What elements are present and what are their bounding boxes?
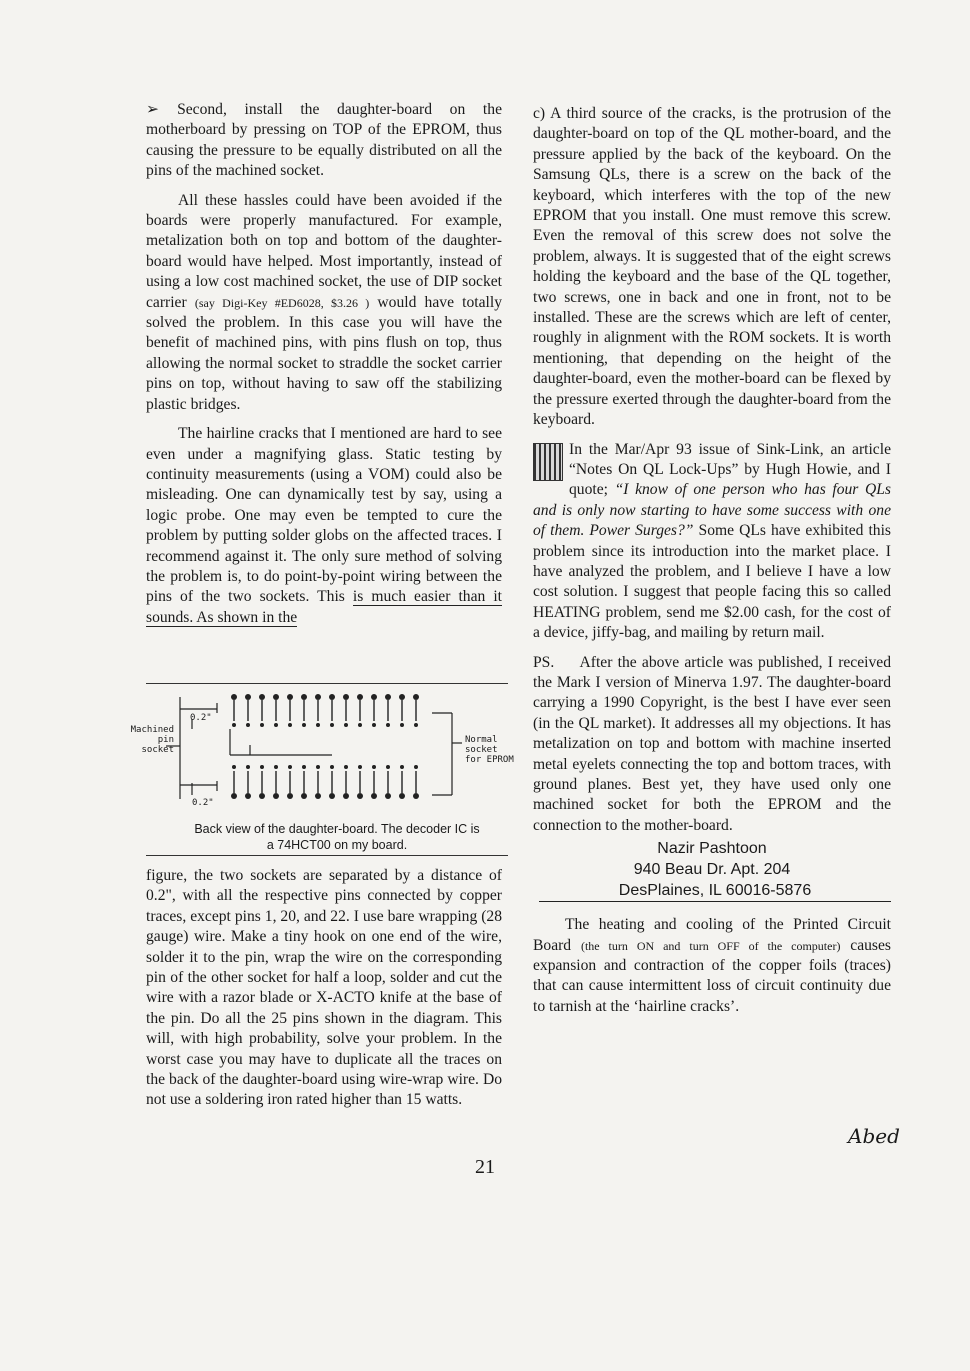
dropcap-ornament: [533, 443, 563, 481]
pin-top-inner: [414, 723, 418, 727]
author-address-line1: 940 Beau Dr. Apt. 204: [633, 861, 791, 879]
paragraph-sink-link: In the Mar/Apr 93 issue of Sink-Link, an article “Notes On QL Lock-Ups” by Hugh Howie, and I quote; “I know of one person who has four QLs and is only now starting to have some success with one of them. Power Surges?” Some QLs have exhibited this problem since its introduction into the market place. I have analyzed the problem, and I believe I have a low cost solution. I suggest that people facing this so called HEATING problem, send me $2.00 cash, for the cost of a device, jiffy-bag, and mailing by return mail.: [533, 440, 891, 642]
pin-bottom: [301, 793, 307, 799]
pin-top: [245, 694, 251, 700]
pin-bottom: [287, 793, 293, 799]
pin-bottom-inner: [246, 765, 250, 769]
dimension-label-top: 0.2": [190, 713, 212, 723]
author-address-line2: DesPlaines, IL 60016-5876: [539, 880, 891, 902]
author-name: Nazir Pashtoon: [657, 840, 767, 858]
pin-top-inner: [316, 723, 320, 727]
pin-bottom-inner: [400, 765, 404, 769]
pin-bottom-inner: [274, 765, 278, 769]
handwritten-signature: Abed: [848, 1124, 900, 1148]
pin-top-inner: [288, 723, 292, 727]
pin-bottom: [371, 793, 377, 799]
pin-top-inner: [344, 723, 348, 727]
pin-top: [287, 694, 293, 700]
pin-top: [273, 694, 279, 700]
page-number: 21: [475, 1156, 495, 1178]
pin-top-inner: [302, 723, 306, 727]
bottom-pin-row: [231, 765, 419, 799]
pin-top: [371, 694, 377, 700]
pin-bottom-inner: [372, 765, 376, 769]
pin-top: [259, 694, 265, 700]
pin-top-inner: [232, 723, 236, 727]
pin-bottom-inner: [302, 765, 306, 769]
pin-top-inner: [386, 723, 390, 727]
pin-bottom: [245, 793, 251, 799]
left-column-top: [146, 100, 502, 628]
pin-bottom: [231, 793, 237, 799]
socket-diagram: [122, 683, 522, 823]
right-column: [533, 104, 891, 1017]
paragraph-third-source: c) A third source of the cracks, is the protrusion of the daughter-board on top of the QL mother-board, and the pressure applied by the back of the keyboard. On the Samsung QLs, there is a screw on the back of the keyboard, which interferes with the top of the new EPROM that you install. One must remove this screw. Even the removal of this screw does not solve the problem, always. It is suggested that of the eight screws holding the keyboard and the base of the QL together, two screws, one in back and one in front, not to be installed. These are the screws which are left of center, roughly in alignment with the ROM sockets. It is worth mentioning, that depending on the height of the daughter-board, even the mother-board can be flexed by the pressure exerted through the daughter-board from the keyboard.: [533, 105, 891, 429]
paragraph-second-step: ➢ Second, install the daughter-board on the motherboard by pressing on TOP of the EPROM, thus causing the pressure to be equally distributed on all the pins of the machined socket.: [146, 101, 502, 180]
paragraph-hairline-cracks: The hairline cracks that I mentioned are hard to see even under a magnifying glass. Static testing by continuity measurements (using a VOM) could also be misleading. One can dynamically test by say, using a logic probe. One may even be tempted to cure the problem by putting solder globs on the affected traces. I recommend against it. The only sure method of solving the problem is, to do point-by-point wiring between the pins of the two sockets. This is much easier than it sounds. As shown in the: [146, 425, 502, 626]
pin-top: [301, 694, 307, 700]
pin-bottom: [329, 793, 335, 799]
pin-bottom: [273, 793, 279, 799]
paragraph-ps: PS. After the above article was published, I received the Mark I version of Minerva 1.97. The daughter-board carrying a 1990 Copyright, is the best I have ever seen (in the QL market). It addresses all my objections. It has metalization on top and bottom with machine inserted metal eyelets connecting the top and bottom traces, with ground planes. Best yet, they have used only one machined socket for both the EPROM and the connection to the mother-board.: [533, 653, 891, 834]
pin-bottom-inner: [232, 765, 236, 769]
machined-socket-label: Machined pin socket: [130, 725, 174, 755]
paragraph-hassles: All these hassles could have been avoided if the boards were properly manufactured. For example, metalization both on top and bottom of the daughter-board would have helped. Most importantly, instead of using a low cost machined socket, the use of DIP socket carrier (say Digi-Key #ED6028, $3.26 ) would have totally solved the problem. In this case you will have the benefit of machined pins, with pins flush on top, thus allowing the normal socket to straddle the socket carrier pins on top, without having to saw off the stabilizing plastic bridges.: [146, 191, 502, 413]
pin-bottom: [259, 793, 265, 799]
figure-caption: Back view of the daughter-board. The decoder IC is a 74HCT00 on my board.: [194, 822, 480, 852]
pin-top-inner: [400, 723, 404, 727]
pin-top: [399, 694, 405, 700]
arrow-bullet-icon: ➢: [146, 101, 160, 118]
pin-bottom-inner: [414, 765, 418, 769]
top-pin-row: [231, 694, 419, 727]
pin-top-inner: [330, 723, 334, 727]
figure-bottom-rule: [146, 855, 508, 856]
pin-top-inner: [372, 723, 376, 727]
pin-top: [329, 694, 335, 700]
pin-bottom-inner: [288, 765, 292, 769]
pin-top-inner: [358, 723, 362, 727]
pin-bottom-inner: [260, 765, 264, 769]
pin-bottom-inner: [330, 765, 334, 769]
pin-top-inner: [246, 723, 250, 727]
normal-socket-label: Normal socket for EPROM: [465, 735, 514, 765]
socket-diagram-figure: [122, 683, 522, 863]
pin-bottom: [413, 793, 419, 799]
pin-top: [231, 694, 237, 700]
pin-bottom-inner: [386, 765, 390, 769]
pin-top: [357, 694, 363, 700]
paragraph-figure-description: figure, the two sockets are separated by a distance of 0.2", with all the respective pins connected by copper traces, except pins 1, 20, and 22. I use bare wrapping (28 gauge) wire. Make a tiny hook on one end of the wire, solder it to the pin, wrap the wire on the corresponding pin of the other socket for half a loop, solder and cut the wire with a razor blade or X-ACTO knife at the base of the pin. Do all the 25 pins shown in the diagram. This will, with high probability, solve your problem. In the worst case you may have to duplicate all the traces on the back of the daughter-board using wire-wrap wire. Do not use a soldering iron rated higher than 15 watts.: [146, 867, 502, 1109]
pin-bottom-inner: [344, 765, 348, 769]
pin-bottom: [343, 793, 349, 799]
pin-top-inner: [274, 723, 278, 727]
pin-bottom: [315, 793, 321, 799]
pin-top: [343, 694, 349, 700]
pin-top: [315, 694, 321, 700]
pin-bottom: [357, 793, 363, 799]
pin-bottom-inner: [316, 765, 320, 769]
pin-bottom: [399, 793, 405, 799]
pin-bottom: [385, 793, 391, 799]
pin-top: [385, 694, 391, 700]
left-column-bottom: [146, 866, 502, 1111]
dimension-label-bottom: 0.2": [192, 798, 214, 808]
pin-bottom-inner: [358, 765, 362, 769]
pin-top-inner: [260, 723, 264, 727]
paragraph-heating-note: The heating and cooling of the Printed Circuit Board (the turn ON and turn OFF of the computer) causes expansion and contraction of the copper foils (traces) that can cause intermittent loss of circuit continuity due to tarnish at the ‘hairline cracks’.: [533, 916, 891, 1015]
pin-top: [413, 694, 419, 700]
